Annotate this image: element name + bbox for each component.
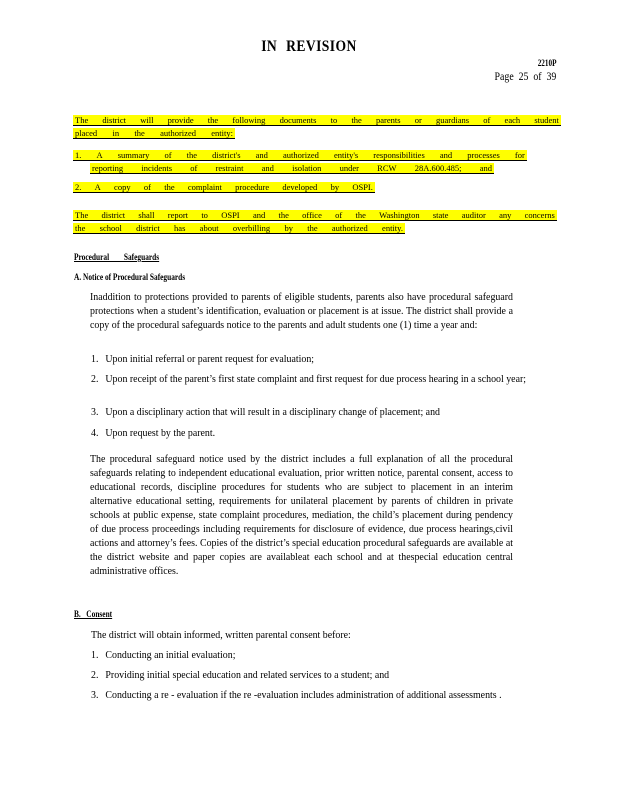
highlight-word: the bbox=[278, 210, 289, 220]
highlight-report-line1 bbox=[73, 210, 557, 221]
highlight-word: authorized bbox=[283, 150, 319, 160]
highlight-report-line2 bbox=[73, 223, 405, 234]
consent-list-item-3 bbox=[91, 688, 546, 702]
highlight-word: A bbox=[96, 150, 103, 160]
highlight-word: and bbox=[252, 210, 266, 220]
consent-intro: The district will obtain informed, written parental consent before: bbox=[91, 629, 351, 641]
list-number: 3. bbox=[91, 406, 99, 418]
list-text: Upon a disciplinary action that will result in a disciplinary change of placement; and bbox=[105, 406, 440, 418]
highlight-word: incidents bbox=[141, 163, 173, 173]
notice-list-item-4 bbox=[91, 426, 215, 440]
notice-list-item-3 bbox=[91, 405, 440, 419]
highlight-word: or bbox=[414, 115, 422, 125]
notice-list-item-1 bbox=[91, 352, 314, 366]
highlight-word: district's bbox=[212, 150, 241, 160]
highlight-word: office bbox=[302, 210, 322, 220]
highlight-word: in bbox=[112, 128, 120, 138]
highlight-word: RCW bbox=[377, 163, 397, 173]
highlight-word: to bbox=[330, 115, 338, 125]
highlight-word: of bbox=[335, 210, 343, 220]
highlight-word: by bbox=[284, 223, 293, 233]
highlight-word: under bbox=[339, 163, 359, 173]
highlight-word: placed bbox=[75, 128, 98, 138]
list-number: 4. bbox=[91, 427, 99, 439]
highlight-word: authorized bbox=[160, 128, 196, 138]
highlight-intro-line2 bbox=[73, 128, 235, 139]
highlight-word: 28A.600.485; bbox=[414, 163, 462, 173]
highlight-word: the bbox=[351, 115, 362, 125]
highlight-word: provide bbox=[167, 115, 194, 125]
highlight-word: the bbox=[186, 150, 198, 160]
highlight-word: for bbox=[514, 150, 525, 160]
highlight-word: responsibilities bbox=[373, 150, 425, 160]
highlight-word: concerns bbox=[524, 210, 555, 220]
highlight-intro-line1 bbox=[73, 115, 561, 126]
highlight-word: documents bbox=[279, 115, 317, 125]
list-text: Upon request by the parent. bbox=[105, 427, 216, 439]
highlight-word: The bbox=[75, 115, 89, 125]
highlight-word: copy bbox=[114, 182, 131, 192]
highlight-word: any bbox=[499, 210, 512, 220]
highlight-word: following bbox=[232, 115, 266, 125]
highlight-word: and bbox=[255, 150, 268, 160]
highlight-word: school bbox=[99, 223, 122, 233]
highlight-item2-line1 bbox=[73, 182, 375, 193]
highlight-word: state bbox=[432, 210, 449, 220]
highlight-word: authorized bbox=[331, 223, 368, 233]
highlight-word: of bbox=[164, 150, 172, 160]
list-number: 1. bbox=[91, 649, 99, 661]
page-number: Page 25 of 39 bbox=[494, 69, 556, 83]
highlight-word: entity's bbox=[334, 150, 359, 160]
highlight-word: 1. bbox=[75, 150, 82, 160]
highlight-word: district bbox=[101, 210, 126, 220]
highlight-word: OSPI bbox=[221, 210, 240, 220]
highlight-word: and bbox=[479, 163, 492, 173]
policy-code: 2210P bbox=[537, 58, 556, 68]
subsection-heading-notice: A. Notice of Procedural Safeguards bbox=[74, 272, 186, 282]
list-text: Providing initial special education and related services to a student; and bbox=[105, 669, 390, 681]
procedural-paragraph-2: The procedural safeguard notice used by the district includes a full explanation of all the procedural safeguards relating to independent educational evaluation, prior written notice, parental consent, access to educational records, discipline procedures for students who are subject to placement in an interim alternative educational setting, requirements for unilateral placement by parents of children in private schools at public expense, state complaint procedures, mediation, the child’s placement during pendency of due process proceedings including requirements for disclosure of evidence, due process hearings,civil actions and attorney’s fees. Copies of the district’s special education procedural safeguards are available at the district website and paper copies are availableat each school and at thespecial education central administrative offices. bbox=[90, 453, 513, 577]
list-text: Upon initial referral or parent request for evaluation; bbox=[105, 353, 315, 365]
highlight-word: The bbox=[75, 210, 89, 220]
highlight-word: auditor bbox=[461, 210, 486, 220]
highlight-word: the bbox=[207, 115, 219, 125]
highlight-word: restraint bbox=[215, 163, 244, 173]
highlight-word: parents bbox=[376, 115, 401, 125]
procedural-heading-text: Procedural Safeguards bbox=[74, 252, 160, 262]
subsection-heading-consent bbox=[74, 609, 112, 619]
highlight-word: complaint bbox=[187, 182, 222, 192]
highlight-item1-line1 bbox=[73, 150, 527, 161]
highlight-word: summary bbox=[117, 150, 150, 160]
highlight-word: and bbox=[439, 150, 453, 160]
highlight-word: OSPI. bbox=[352, 182, 373, 192]
highlight-word: the bbox=[164, 182, 175, 192]
consent-list-item-1 bbox=[91, 648, 235, 662]
highlight-word: A bbox=[94, 182, 101, 192]
highlight-word: by bbox=[330, 182, 340, 192]
highlight-word: guardians bbox=[436, 115, 470, 125]
list-text: Upon receipt of the parent’s first state complaint and first request for due process hearing in a school year; bbox=[105, 373, 527, 385]
procedural-paragraph-1: Inaddition to protections provided to parents of eligible students, parents also have procedural safeguard protections when a student’s identification, evaluation or placement is at issue. The district shall provide a copy of the procedural safeguards notice to the parents and adult students one (1) time a year and: bbox=[90, 291, 513, 331]
highlight-word: Washington bbox=[379, 210, 420, 220]
highlight-word: district bbox=[136, 223, 160, 233]
highlight-word: processes bbox=[467, 150, 500, 160]
highlight-word: district bbox=[102, 115, 127, 125]
list-number: 2. bbox=[91, 669, 99, 681]
highlight-word: 2. bbox=[75, 182, 82, 192]
highlight-word: entity: bbox=[211, 128, 233, 138]
highlight-word: each bbox=[504, 115, 521, 125]
highlight-word: about bbox=[199, 223, 219, 233]
highlight-word: entity. bbox=[382, 223, 403, 233]
list-text: Conducting an initial evaluation; bbox=[105, 649, 236, 661]
highlight-word: shall bbox=[138, 210, 155, 220]
highlight-item1-line2 bbox=[90, 163, 494, 174]
consent-heading-text: B. Consent bbox=[74, 609, 113, 619]
highlight-word: the bbox=[75, 223, 86, 233]
highlight-word: reporting bbox=[92, 163, 124, 173]
highlight-word: overbilling bbox=[232, 223, 271, 233]
highlight-word: will bbox=[140, 115, 154, 125]
highlight-word: the bbox=[355, 210, 366, 220]
highlight-word: the bbox=[134, 128, 145, 138]
highlight-word: student bbox=[534, 115, 559, 125]
page-title: IN REVISION bbox=[261, 38, 357, 55]
highlight-word: and bbox=[261, 163, 274, 173]
list-number: 2. bbox=[91, 373, 99, 385]
notice-list-item-2 bbox=[91, 372, 546, 386]
highlight-word: of bbox=[483, 115, 491, 125]
highlight-word: report bbox=[167, 210, 189, 220]
highlight-word: of bbox=[143, 182, 151, 192]
highlight-word: isolation bbox=[292, 163, 322, 173]
section-heading-procedural-safeguards bbox=[74, 252, 159, 262]
consent-list-item-2 bbox=[91, 668, 389, 682]
highlight-word: the bbox=[307, 223, 318, 233]
list-number: 1. bbox=[91, 353, 99, 365]
highlight-word: developed bbox=[282, 182, 318, 192]
list-number: 3. bbox=[91, 689, 99, 701]
highlight-word: of bbox=[190, 163, 198, 173]
highlight-word: procedure bbox=[235, 182, 270, 192]
highlight-word: to bbox=[201, 210, 208, 220]
list-text: Conducting a re - evaluation if the re -evaluation includes administration of additional assessments . bbox=[105, 689, 502, 701]
highlight-word: has bbox=[174, 223, 186, 233]
